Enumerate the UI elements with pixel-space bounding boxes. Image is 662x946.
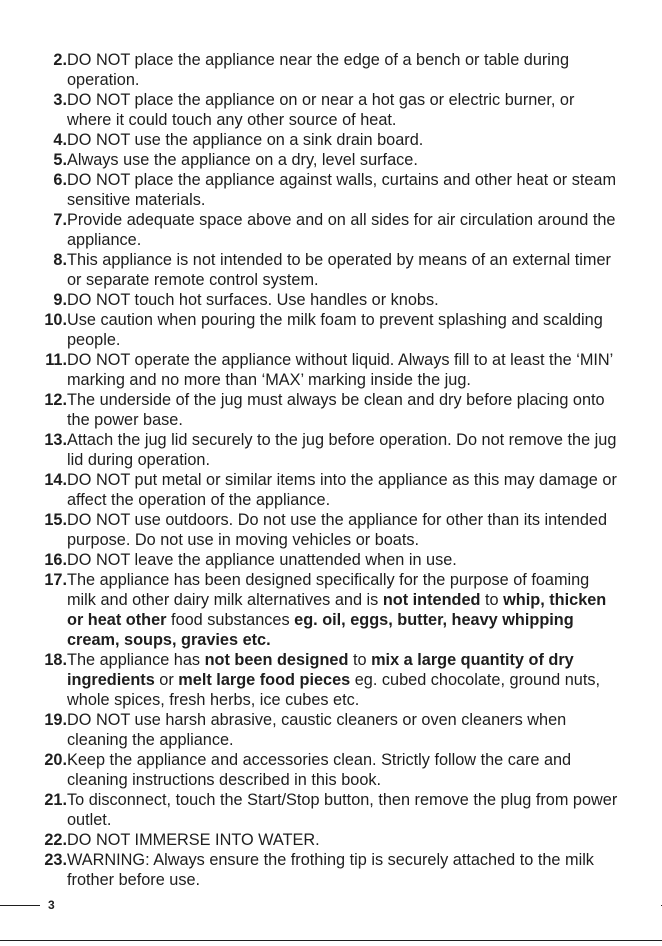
item-text: DO NOT put metal or similar items into the appliance as this may damage or affect the operation of the appliance.	[67, 471, 617, 509]
item-text: DO NOT place the appliance on or near a hot gas or electric burner, or where it could touch any other source of heat.	[67, 91, 575, 129]
item-number: 19.	[44, 711, 67, 729]
item-number: 11.	[45, 351, 67, 369]
item-number: 13.	[44, 431, 67, 449]
list-item	[0, 250, 662, 290]
list-item	[0, 310, 662, 350]
item-text: eg. cubed chocolate, ground nuts, whole spices, fresh herbs, ice cubes etc.	[67, 671, 601, 709]
list-item	[0, 170, 662, 210]
item-text: DO NOT place the appliance against walls, curtains and other heat or steam sensitive materials.	[67, 171, 617, 209]
list-item	[0, 510, 662, 550]
item-number: 7.	[53, 211, 67, 229]
item-text: DO NOT use the appliance on a sink drain board.	[67, 131, 424, 149]
item-number: 6.	[53, 171, 67, 189]
bold-text: whip, thicken or heat other	[67, 591, 607, 629]
item-number: 3.	[53, 91, 67, 109]
item-text: DO NOT leave the appliance unattended when in use.	[67, 551, 457, 569]
item-number: 15.	[44, 511, 67, 529]
item-text: food substances	[166, 611, 295, 629]
item-text: Use caution when pouring the milk foam to prevent splashing and scalding people.	[67, 311, 603, 349]
item-text: to	[480, 591, 504, 609]
list-item	[0, 90, 662, 130]
item-number: 5.	[53, 151, 67, 169]
item-text: Keep the appliance and accessories clean. Strictly follow the care and cleaning instructions described in this book.	[67, 751, 572, 789]
list-item	[0, 550, 662, 570]
list-item	[0, 430, 662, 470]
list-item	[0, 210, 662, 250]
item-text: to	[348, 651, 372, 669]
bold-text: not been designed	[204, 651, 349, 669]
item-number: 17.	[44, 571, 67, 589]
list-item	[0, 150, 662, 170]
item-number: 8.	[53, 251, 67, 269]
item-number: 16.	[44, 551, 67, 569]
item-text: Provide adequate space above and on all sides for air circulation around the appliance.	[67, 211, 616, 249]
bold-text: not intended	[382, 591, 481, 609]
bottom-rule	[0, 940, 662, 941]
page-number: 3	[48, 898, 55, 912]
list-item	[0, 830, 662, 850]
bold-text: melt large food pieces	[178, 671, 351, 689]
item-number: 18.	[44, 651, 67, 669]
item-number: 4.	[53, 131, 67, 149]
item-number: 20.	[44, 751, 67, 769]
item-number: 9.	[53, 291, 67, 309]
item-text: or	[154, 671, 179, 689]
list-item	[0, 570, 662, 650]
item-text: DO NOT operate the appliance without liquid. Always fill to at least the ‘MIN’ marking and no more than ‘MAX’ marking inside the jug.	[67, 351, 613, 389]
item-text: Always use the appliance on a dry, level surface.	[67, 151, 418, 169]
bold-text: mix a large quantity of dry ingredients	[67, 651, 574, 689]
item-text: DO NOT use harsh abrasive, caustic cleaners or oven cleaners when cleaning the appliance.	[67, 711, 567, 749]
list-item	[0, 350, 662, 390]
item-text: WARNING: Always ensure the frothing tip is securely attached to the milk frother before use.	[67, 851, 594, 889]
list-item	[0, 750, 662, 790]
item-text: DO NOT IMMERSE INTO WATER.	[67, 831, 320, 849]
list-item	[0, 50, 662, 90]
list-item	[0, 290, 662, 310]
item-text: The underside of the jug must always be clean and dry before placing onto the power base.	[67, 391, 605, 429]
list-item	[0, 710, 662, 750]
item-number: 2.	[53, 51, 67, 69]
item-number: 22.	[44, 831, 67, 849]
safety-instructions-list	[0, 50, 662, 890]
list-item	[0, 390, 662, 430]
list-item	[0, 130, 662, 150]
item-number: 10.	[44, 311, 67, 329]
list-item	[0, 790, 662, 830]
item-text: DO NOT touch hot surfaces. Use handles or knobs.	[67, 291, 439, 309]
item-number: 21.	[44, 791, 67, 809]
item-number: 12.	[44, 391, 67, 409]
list-item	[0, 650, 662, 710]
item-text: Attach the jug lid securely to the jug before operation. Do not remove the jug lid during operation.	[67, 431, 617, 469]
item-text: DO NOT place the appliance near the edge of a bench or table during operation.	[67, 51, 570, 89]
item-text: DO NOT use outdoors. Do not use the appliance for other than its intended purpose. Do not use in moving vehicles or boats.	[67, 511, 608, 549]
bold-text: eg. oil, eggs, butter, heavy whipping cream, soups, gravies etc.	[67, 611, 574, 649]
item-text: The appliance has	[67, 651, 205, 669]
item-number: 14.	[44, 471, 67, 489]
item-number: 23.	[44, 851, 67, 869]
item-text: This appliance is not intended to be operated by means of an external timer or separate remote control system.	[67, 251, 611, 289]
item-text: The appliance has been designed specifically for the purpose of foaming milk and other dairy milk alternatives and is	[67, 571, 590, 609]
list-item	[0, 850, 662, 890]
footer-rule	[0, 905, 40, 906]
list-item	[0, 470, 662, 510]
item-text: To disconnect, touch the Start/Stop button, then remove the plug from power outlet.	[67, 791, 618, 829]
